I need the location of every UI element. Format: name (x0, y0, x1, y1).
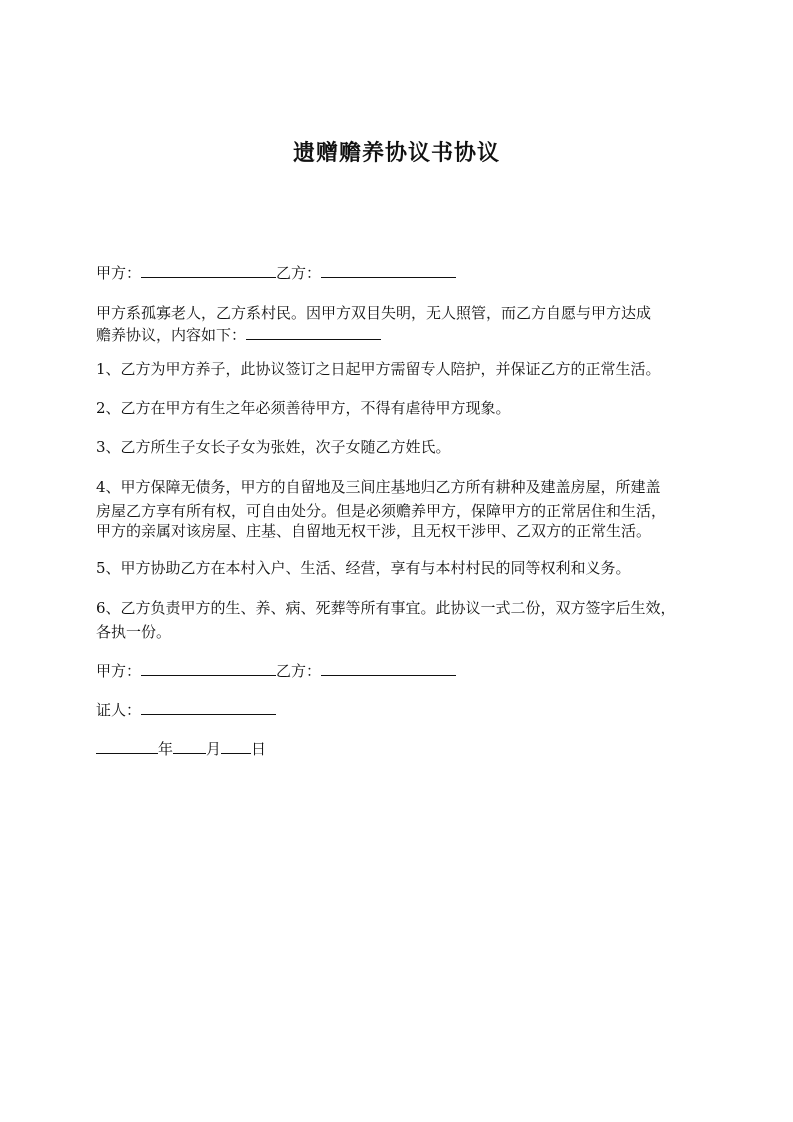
clause-2: 2、乙方在甲方有生之年必须善待甲方，不得有虐待甲方现象。 (96, 399, 511, 417)
clause-5: 5、甲方协助乙方在本村入户、生活、经营，享有与本村村民的同等权利和义务。 (96, 559, 631, 577)
witness-line (96, 699, 696, 721)
clause-6-line-2: 各执一份。 (96, 623, 172, 641)
signature-party-b-blank[interactable] (321, 660, 456, 676)
year-label: 年 (158, 740, 174, 758)
intro-line-2 (96, 324, 696, 346)
signature-party-a-blank[interactable] (141, 660, 276, 676)
signature-parties-line (96, 660, 696, 682)
witness-blank[interactable] (141, 699, 276, 715)
party-b-blank[interactable] (321, 262, 456, 278)
clause-4-line-2: 房屋乙方享有所有权，可自由处分。但是必须赡养甲方，保障甲方的正常居住和生活， (96, 502, 667, 520)
intro-line-1: 甲方系孤寡老人，乙方系村民。因甲方双目失明，无人照管，而乙方自愿与甲方达成 (96, 304, 652, 322)
party-a-blank[interactable] (141, 262, 276, 278)
clause-1: 1、乙方为甲方养子，此协议签订之日起甲方需留专人陪护，并保证乙方的正常生活。 (96, 360, 661, 378)
content-blank[interactable] (246, 324, 381, 340)
month-label: 月 (206, 740, 222, 758)
month-blank[interactable] (173, 738, 206, 754)
party-a-label: 甲方： (96, 264, 142, 282)
witness-label: 证人： (96, 701, 142, 719)
clause-3: 3、乙方所生子女长子女为张姓，次子女随乙方姓氏。 (96, 438, 451, 456)
clause-4-line-3: 甲方的亲属对该房屋、庄基、自留地无权干涉，且无权干涉甲、乙双方的正常生活。 (96, 522, 652, 540)
year-blank[interactable] (96, 738, 158, 754)
signature-party-b-label: 乙方： (276, 662, 322, 680)
signature-party-a-label: 甲方： (96, 662, 142, 680)
day-blank[interactable] (221, 738, 251, 754)
parties-top-line (96, 262, 696, 284)
party-b-label: 乙方： (276, 264, 322, 282)
intro-line-2-text: 赡养协议，内容如下： (96, 326, 247, 344)
day-label: 日 (251, 740, 267, 758)
clause-6-line-1: 6、乙方负责甲方的生、养、病、死葬等所有事宜。此协议一式二份，双方签字后生效， (96, 599, 676, 617)
document-title: 遗赠赡养协议书协议 (292, 141, 500, 166)
clause-4-line-1: 4、甲方保障无债务，甲方的自留地及三间庄基地归乙方所有耕种及建盖房屋，所建盖 (96, 478, 661, 496)
date-line (96, 738, 696, 760)
